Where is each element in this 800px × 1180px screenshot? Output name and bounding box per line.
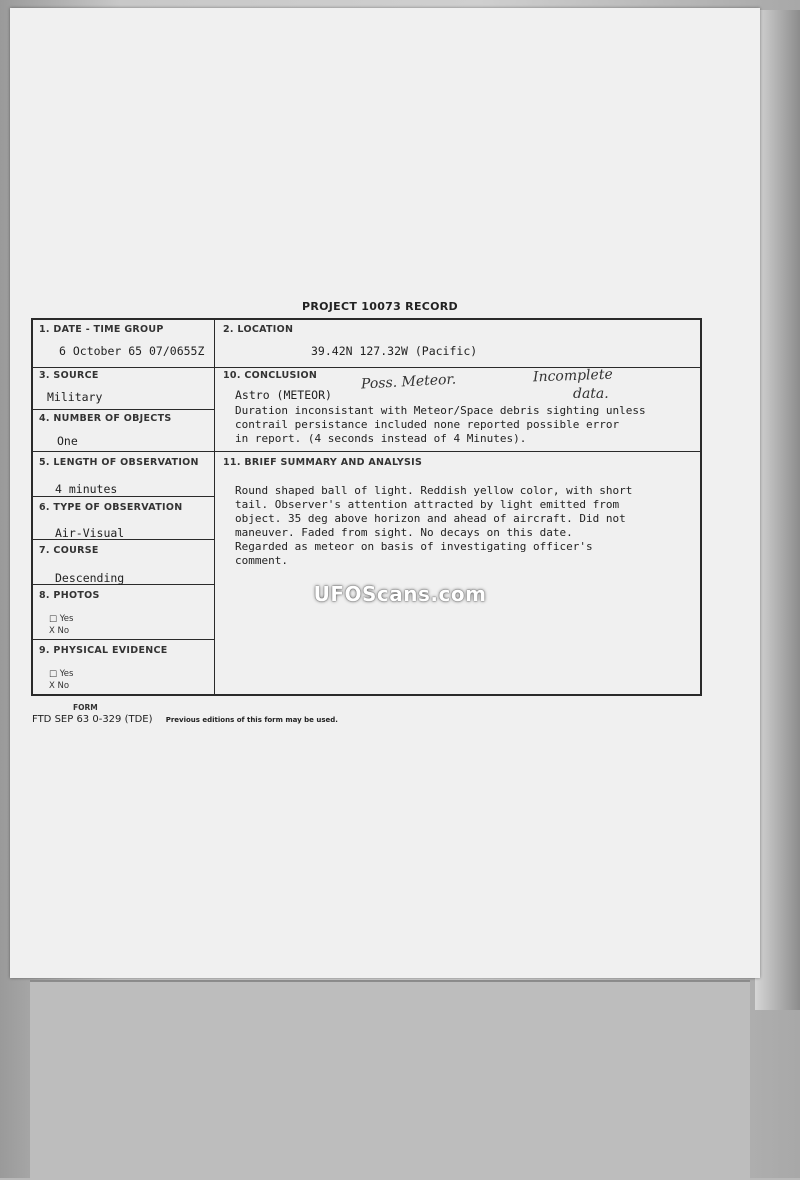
conclusion-label: 10. CONCLUSION [223,370,318,381]
form-id: FTD SEP 63 0-329 (TDE) [32,714,153,725]
date-time-label: 1. DATE - TIME GROUP [39,324,164,335]
conclusion-text [235,404,646,446]
watermark: UFOScans.com [313,582,487,606]
summary-line: object. 35 deg above horizon and ahead of aircraft. Did not [235,512,626,525]
source-label: 3. SOURCE [39,370,99,381]
physical-evidence-label: 9. PHYSICAL EVIDENCE [39,645,168,656]
photos-yes: □ Yes [49,614,74,624]
summary-cell [215,452,702,696]
length-observation-label: 5. LENGTH OF OBSERVATION [39,457,199,468]
summary-line: Round shaped ball of light. Reddish yellow color, with short [235,484,633,497]
physical-evidence-cell [33,640,215,696]
course-cell [33,540,215,585]
conclusion-line: contrail persistance included none reported possible error [235,418,620,431]
record-form [31,318,702,696]
source-cell [33,368,215,410]
summary-line: comment. [235,554,288,567]
number-objects-value: One [57,434,78,448]
type-observation-value: Air-Visual [55,526,125,540]
conclusion-line: in report. (4 seconds instead of 4 Minutes). [235,432,527,445]
conclusion-line: Duration inconsistant with Meteor/Space debris sighting unless [235,404,646,417]
conclusion-cell [215,368,702,452]
photos-label: 8. PHOTOS [39,590,100,601]
location-value: 39.42N 127.32W (Pacific) [311,344,478,358]
date-time-cell [33,320,215,368]
summary-text [235,484,632,568]
location-label: 2. LOCATION [223,324,294,335]
form-note: Previous editions of this form may be used. [165,716,338,724]
length-observation-cell [33,452,215,497]
source-value: Military [47,390,103,404]
type-observation-label: 6. TYPE OF OBSERVATION [39,502,183,513]
physical-evidence-no: X No [49,681,70,691]
photos-cell [33,585,215,640]
summary-line: Regarded as meteor on basis of investigating officer's [235,540,593,553]
summary-line: maneuver. Faded from sight. No decays on this date. [235,526,573,539]
conclusion-handwritten-2: Incomplete [532,366,613,386]
location-cell [215,320,702,368]
record-title: PROJECT 10073 RECORD [301,300,458,313]
form-footer [32,714,338,725]
right-edge-strip [755,10,800,1010]
type-observation-cell [33,497,215,540]
summary-label: 11. BRIEF SUMMARY AND ANALYSIS [223,457,423,468]
physical-evidence-yes: □ Yes [49,669,74,679]
conclusion-typed: Astro (METEOR) [235,388,332,402]
course-label: 7. COURSE [39,545,99,556]
number-objects-label: 4. NUMBER OF OBJECTS [39,413,172,424]
length-observation-value: 4 minutes [55,482,118,496]
date-time-value: 6 October 65 07/0655Z [59,344,205,358]
summary-line: tail. Observer's attention attracted by light emitted from [235,498,620,511]
form-word: FORM [73,703,98,712]
course-value: Descending [55,571,125,585]
conclusion-handwritten-1: Poss. Meteor. [360,371,457,393]
lower-sheet [30,980,750,1180]
photos-no: X No [49,626,70,636]
number-objects-cell [33,410,215,452]
conclusion-handwritten-3: data. [573,386,609,402]
